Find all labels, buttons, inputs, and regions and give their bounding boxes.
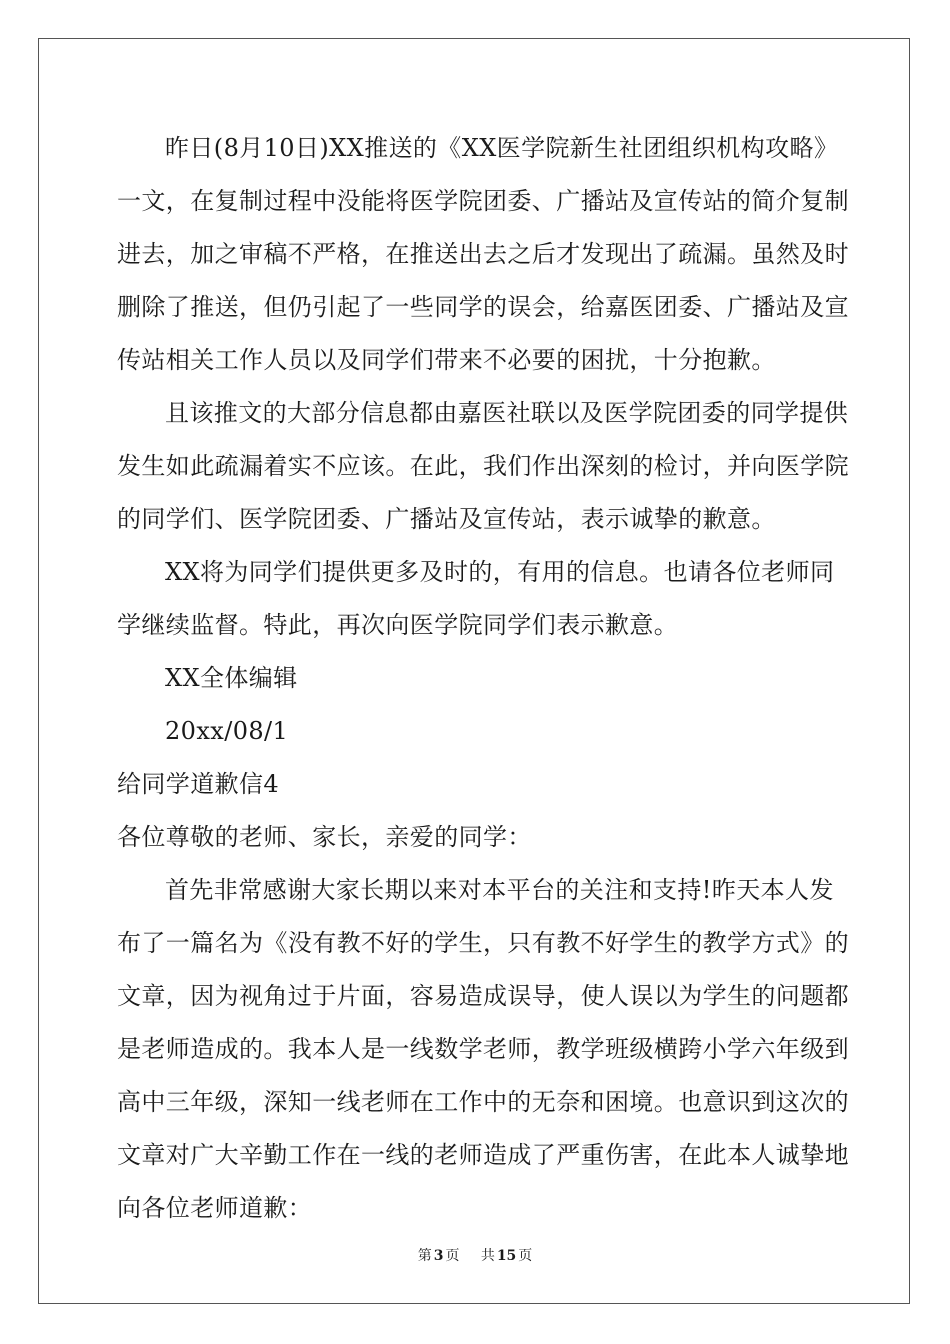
total-pages-indicator (479, 1248, 534, 1264)
paragraph-line: 首先非常感谢大家长期以来对本平台的关注和支持!昨天本人发 (165, 876, 834, 904)
page-number: 3 (433, 1248, 444, 1264)
page-unit: 页 (445, 1248, 460, 1264)
paragraph-line: 昨日(8月10日)XX推送的《XX医学院新生社团组织机构攻略》 (165, 134, 839, 162)
paragraph-line: 删除了推送，但仍引起了一些同学的误会，给嘉医团委、广播站及宣 (117, 293, 849, 321)
page-footer (0, 1246, 950, 1266)
paragraph-line: 传站相关工作人员以及同学们带来不必要的困扰，十分抱歉。 (117, 346, 776, 374)
paragraph-line: 发生如此疏漏着实不应该。在此，我们作出深刻的检讨，并向医学院 (117, 452, 849, 480)
paragraph-line: 进去，加之审稿不严格，在推送出去之后才发现出了疏漏。虽然及时 (117, 240, 849, 268)
salutation-line: 各位尊敬的老师、家长，亲爱的同学： (117, 823, 532, 851)
paragraph-line: XX将为同学们提供更多及时的，有用的信息。也请各位老师同 (165, 558, 835, 586)
paragraph-line: 是老师造成的。我本人是一线数学老师，教学班级横跨小学六年级到 (117, 1035, 849, 1063)
total-unit: 页 (518, 1248, 533, 1264)
total-prefix: 共 (480, 1248, 495, 1264)
page-prefix: 第 (417, 1248, 432, 1264)
paragraph-line: 文章对广大辛勤工作在一线的老师造成了严重伤害，在此本人诚挚地 (117, 1141, 849, 1169)
document-body (117, 128, 849, 1241)
paragraph-line: 高中三年级，深知一线老师在工作中的无奈和困境。也意识到这次的 (117, 1088, 849, 1116)
section-title: 给同学道歉信4 (117, 770, 280, 798)
page-indicator (416, 1248, 462, 1264)
paragraph-line: 且该推文的大部分信息都由嘉医社联以及医学院团委的同学提供 (165, 399, 849, 427)
paragraph-line: 文章，因为视角过于片面，容易造成误导，使人误以为学生的问题都 (117, 982, 849, 1010)
signature-line: XX全体编辑 (165, 664, 298, 692)
paragraph-line: 向各位老师道歉： (117, 1194, 313, 1222)
date-line: 20xx/08/1 (165, 717, 289, 745)
paragraph-line: 布了一篇名为《没有教不好的学生，只有教不好学生的教学方式》的 (117, 929, 849, 957)
paragraph-line: 的同学们、医学院团委、广播站及宣传站，表示诚挚的歉意。 (117, 505, 776, 533)
paragraph-line: 学继续监督。特此，再次向医学院同学们表示歉意。 (117, 611, 679, 639)
total-pages: 15 (496, 1248, 517, 1264)
paragraph-line: 一文，在复制过程中没能将医学院团委、广播站及宣传站的简介复制 (117, 187, 849, 215)
